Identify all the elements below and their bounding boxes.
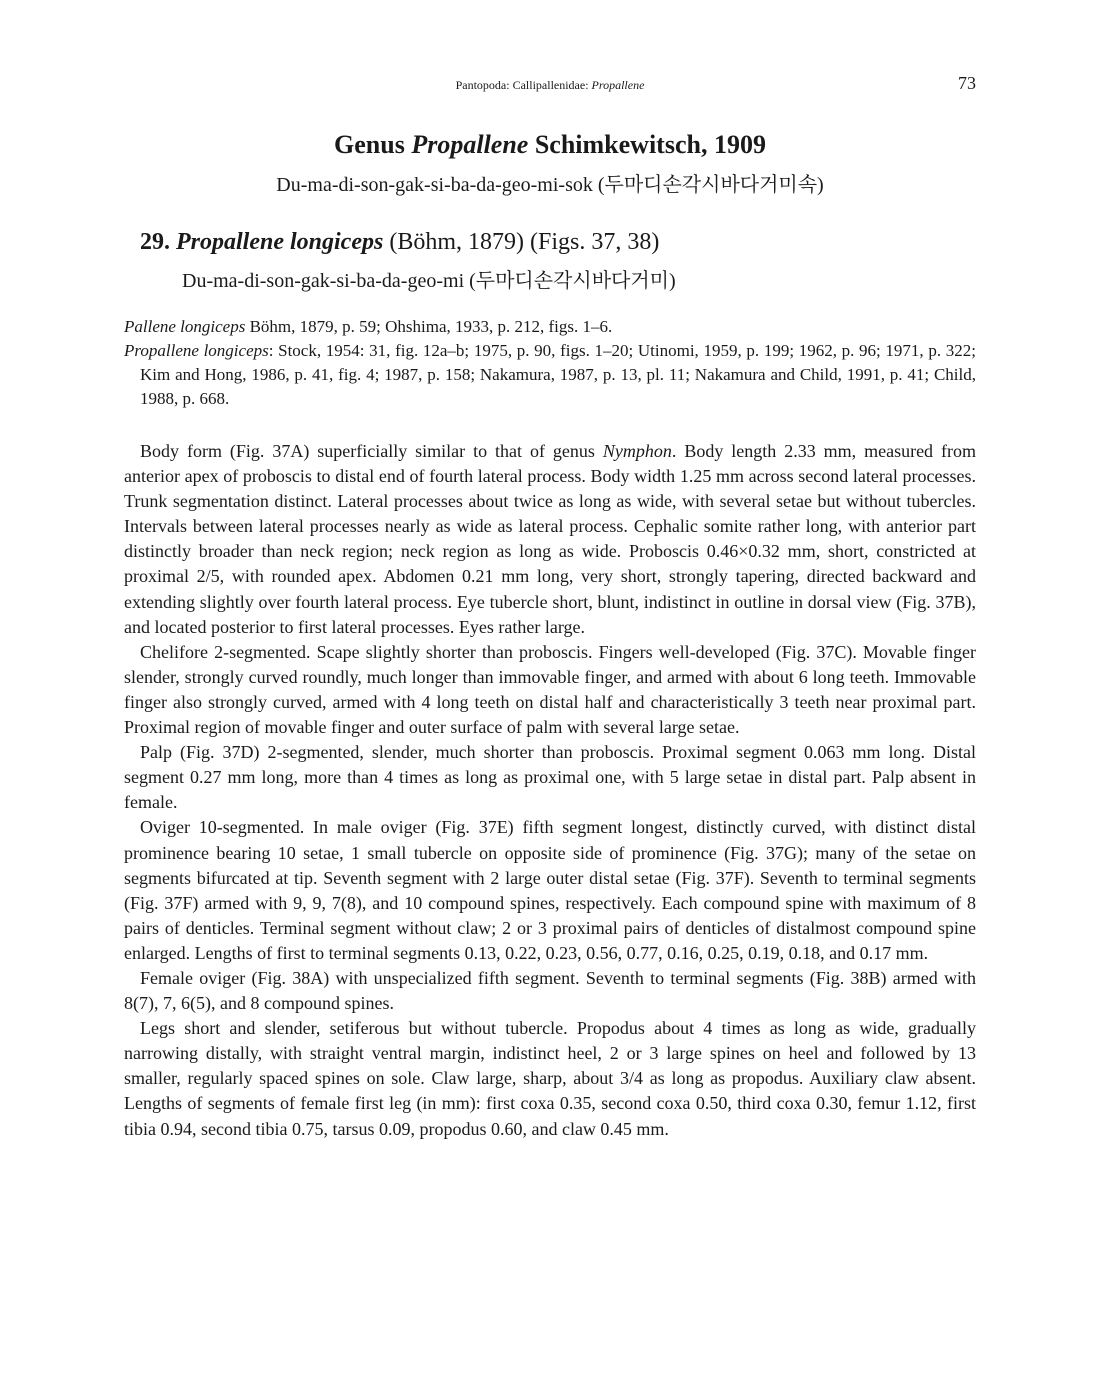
paragraph-oviger-male: Oviger 10-segmented. In male oviger (Fig. 37E) fifth segment longest, distinctly curved, with distinct distal prominence bearing 10 setae, 1 small tubercle on opposite side of prominence (Fig. 37G); many of the setae on segments bifurcated at tip. Seventh segment with 2 large outer distal setae (Fig. 37F). Seventh to terminal segments (Fig. 37F) armed with 9, 9, 7(8), and 10 compound spines, respectively. Each compound spine with maximum of 8 pairs of denticles. Terminal segment without claw; 2 or 3 proximal pairs of denticles of distalmost compound spine enlarged. Lengths of first to terminal segments 0.13, 0.22, 0.23, 0.56, 0.77, 0.16, 0.25, 0.19, 0.18, and 0.17 mm. (124, 817, 976, 963)
running-head (124, 78, 976, 93)
synonymy-entry (124, 315, 976, 339)
genus-reference: Nymphon (602, 441, 672, 461)
page-number: 73 (958, 73, 976, 93)
genus-name: Propallene (411, 130, 529, 159)
paragraph-legs: Legs short and slender, setiferous but without tubercle. Propodus about 4 times as long as wide, gradually narrowing distally, with straight ventral margin, indistinct heel, 2 or 3 large spines on heel and followed by 13 smaller, regularly spaced spines on sole. Claw large, sharp, about 3/4 as long as propodus. Auxiliary claw absent. Lengths of segments of female first leg (in mm): first coxa 0.35, second coxa 0.50, third coxa 0.30, femur 1.12, first tibia 0.94, second tibia 0.75, tarsus 0.09, propodus 0.60, and claw 0.45 mm. (124, 1018, 976, 1139)
text-run: Body form (Fig. 37A) superficially similar to that of genus (140, 441, 603, 461)
species-name: Propallene longiceps (176, 229, 384, 255)
paragraph-palp: Palp (Fig. 37D) 2-segmented, slender, much shorter than proboscis. Proximal segment 0.063 mm long. Distal segment 0.27 mm long, more than 4 times as long as proximal one, with 5 large setae in distal part. Palp absent in female. (124, 742, 976, 813)
paragraph-oviger-female: Female oviger (Fig. 38A) with unspecialized fifth segment. Seventh to terminal segments (Fig. 38B) armed with 8(7), 7, 6(5), and 8 compound spines. (124, 967, 976, 1014)
genus-authority: Schimkewitsch, 1909 (528, 130, 766, 159)
paragraph-body-form (124, 439, 976, 640)
running-head-genus: Propallene (591, 78, 645, 92)
species-number: 29. (140, 229, 170, 255)
species-title (140, 229, 659, 256)
synonym-taxon: Pallene longiceps (124, 317, 246, 336)
paragraph-chelifore: Chelifore 2-segmented. Scape slightly shorter than proboscis. Fingers well-developed (Fig. 37C). Movable finger slender, strongly curved roundly, much longer than immovable finger, and armed with about 6 long teeth. Immovable finger also strongly curved, armed with 4 long teeth on distal half and characteristically 3 teeth near proximal part. Proximal region of movable finger and outer surface of palm with several large setae. (124, 641, 976, 738)
synonym-taxon: Propallene longiceps (124, 341, 269, 360)
species-korean-name: Du-ma-di-son-gak-si-ba-da-geo-mi (두마디손각시바다거미) (182, 270, 676, 292)
synonym-references: Böhm, 1879, p. 59; Ohshima, 1933, p. 212, figs. 1–6. (245, 317, 613, 336)
synonym-references: : Stock, 1954: 31, fig. 12a–b; 1975, p. 90, figs. 1–20; Utinomi, 1959, p. 199; 1962, p. 96; 1971, p. 322; Kim and Hong, 1986, p. 41, fig. 4; 1987, p. 158; Nakamura, 1987, p. 13, pl. 11; Nakamura and Child, 1991, p. 41; Child, 1988, p. 668. (140, 341, 976, 408)
text-run: . Body length 2.33 mm, measured from anterior apex of proboscis to distal end of fourth lateral process. Body width 1.25 mm across second lateral processes. Trunk segmentation distinct. Lateral processes about twice as long as wide, with several setae but without tubercles. Intervals between lateral processes nearly as wide as lateral process. Cephalic somite rather long, with anterior part distinctly broader than neck region; neck region as long as wide. Proboscis 0.46×0.32 mm, short, constricted at proximal 2/5, with rounded apex. Abdomen 0.21 mm long, very short, strongly tapering, directed backward and extending slightly over fourth lateral process. Eye tubercle short, blunt, indistinct in outline in dorsal view (Fig. 37B), and located posterior to first lateral processes. Eyes rather large. (124, 441, 976, 637)
genus-label: Genus (334, 130, 412, 159)
genus-title (124, 130, 976, 160)
synonymy-entry (124, 339, 976, 411)
description-body (124, 439, 976, 1142)
running-head-text: Pantopoda: Callipallenidae: (455, 78, 592, 92)
synonymy-list (124, 315, 976, 411)
genus-korean-name: Du-ma-di-son-gak-si-ba-da-geo-mi-sok (두마디손각시바다거미속) (276, 174, 824, 196)
species-authority: (Böhm, 1879) (Figs. 37, 38) (383, 229, 660, 255)
